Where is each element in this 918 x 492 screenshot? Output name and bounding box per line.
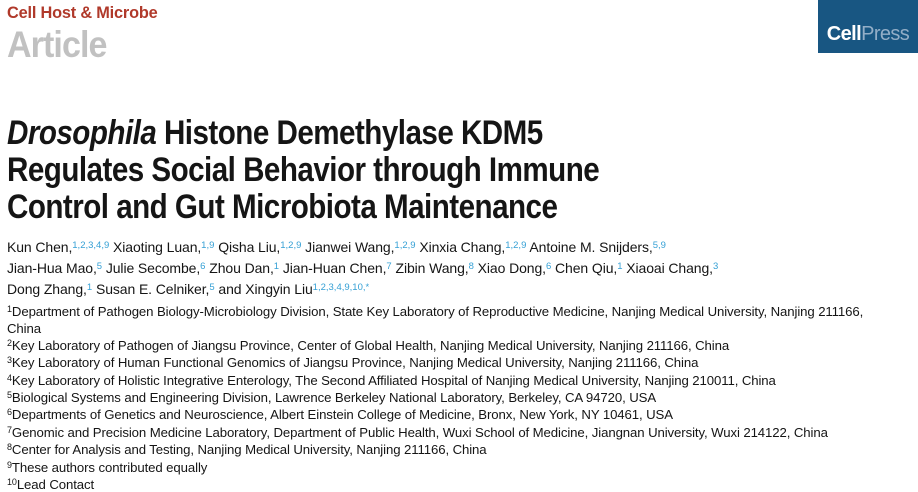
affiliation-text: Center for Analysis and Testing, Nanjing Medical University, Nanjing 211166, China [11,442,487,458]
author-affiliation-superscript: 8 [468,260,474,272]
affiliation-entry [7,355,887,372]
affiliation-number-superscript: 5 [7,390,12,401]
author-name: Jianwei Wang, [305,239,395,255]
affiliation-text: These authors contributed equally [11,459,208,475]
author-line [7,280,918,301]
author-affiliation-superscript: 6 [545,260,552,272]
title-line-1 [7,115,543,152]
author-name: Zibin Wang, [395,260,469,276]
affiliation-text: Key Laboratory of Human Functional Genomics of Jiangsu Province, Nanjing Medical University, Nanjing 211166, China [11,355,699,371]
logo-press-text: Press [861,22,910,45]
author-affiliation-superscript: 1 [86,281,93,293]
author-affiliation-superscript: 1,2,9 [280,239,302,251]
affiliation-number-superscript: 1 [7,304,12,314]
affiliation-entry [7,460,887,477]
author-affiliation-superscript: 3 [712,260,719,272]
affiliation-entry [7,373,887,390]
author-affiliation-superscript: 1,2,3,4,9,10,* [312,281,370,293]
affiliation-entry [7,425,887,442]
affiliation-entry [7,477,887,492]
affiliation-number-superscript: 4 [7,372,12,383]
affiliation-number-superscript: 8 [7,442,12,453]
author-affiliation-superscript: 1 [617,260,623,272]
affiliation-text: Key Laboratory of Holistic Integrative Enterology, The Second Affiliated Hospital of Nanjing Medical University, Nanjing 210011, China [11,372,776,388]
cellpress-logo-text [827,24,909,44]
affiliation-list [7,304,887,492]
author-name: Chen Qiu, [555,260,618,276]
author-name: Antoine M. Snijders, [529,239,653,255]
author-name: Jian-Huan Chen, [282,260,387,276]
affiliation-text: Departments of Genetics and Neuroscience, Albert Einstein College of Medicine, Bronx, New York, NY 10461, USA [11,407,673,423]
affiliation-number-superscript: 7 [7,424,12,435]
author-affiliation-superscript: 1 [273,260,280,272]
author-name: Qisha Liu, [218,239,281,255]
article-title [7,115,918,226]
title-line-1-rest: Histone Demethylase KDM5 [156,114,543,152]
affiliation-entry [7,304,887,338]
affiliation-entry [7,338,887,355]
affiliation-number-superscript: 6 [7,407,12,418]
affiliation-number-superscript: 3 [7,355,12,366]
affiliation-entry [7,390,887,407]
affiliation-number-superscript: 2 [7,337,12,348]
affiliation-number-superscript: 9 [7,459,12,470]
author-name: Xiaoting Luan, [113,239,202,255]
author-affiliation-superscript: 6 [200,260,206,272]
author-name: Zhou Dan, [209,260,274,276]
affiliation-entry [7,442,887,459]
author-line [7,259,918,280]
author-name: Dong Zhang, [7,281,87,297]
author-affiliation-superscript: 1,2,9 [505,239,527,251]
author-affiliation-superscript: 5 [96,260,103,272]
affiliation-text: Genomic and Precision Medicine Laboratory, Department of Public Health, Wuxi School of Medicine, Jiangnan University, Wuxi 214122, China [11,424,828,440]
author-affiliation-superscript: 1,9 [201,239,215,251]
affiliation-text: Biological Systems and Engineering Division, Lawrence Berkeley National Laboratory, Berkeley, CA 94720, USA [11,390,657,406]
author-affiliation-superscript: 1,2,9 [394,239,416,251]
author-affiliation-superscript: 1,2,3,4,9 [72,239,110,251]
author-name: Jian-Hua Mao, [7,260,97,276]
author-name: and Xingyin Liu [218,281,313,297]
article-type-label: Article [7,24,107,65]
author-affiliation-superscript: 7 [386,260,392,272]
affiliation-number-superscript: 10 [7,477,17,488]
author-line [7,238,918,259]
author-name: Xiao Dong, [477,260,546,276]
author-name: Xiaoai Chang, [626,260,713,276]
affiliation-entry [7,407,887,424]
author-affiliation-superscript: 5,9 [652,239,666,251]
author-name: Susan E. Celniker, [95,281,210,297]
title-species-italic: Drosophila [7,114,157,152]
cellpress-logo [818,0,918,53]
title-line-2: Regulates Social Behavior through Immune [7,151,600,189]
affiliation-text: Key Laboratory of Pathogen of Jiangsu Province, Center of Global Health, Nanjing Medical University, Nanjing 211166, China [11,337,730,353]
title-line-3: Control and Gut Microbiota Maintenance [7,188,558,226]
affiliation-text: Lead Contact [16,477,95,492]
affiliation-text: Department of Pathogen Biology-Microbiology Division, State Key Laboratory of Reproductive Medicine, Nanjing Medical University, Nanjing 211166, China [7,304,864,337]
logo-cell-text: Cell [826,22,862,45]
author-name: Kun Chen, [7,239,73,255]
journal-name: Cell Host & Microbe [7,3,158,22]
author-list [7,238,918,301]
author-name: Julie Secombe, [105,260,201,276]
author-affiliation-superscript: 5 [209,281,215,293]
author-name: Xinxia Chang, [419,239,506,255]
